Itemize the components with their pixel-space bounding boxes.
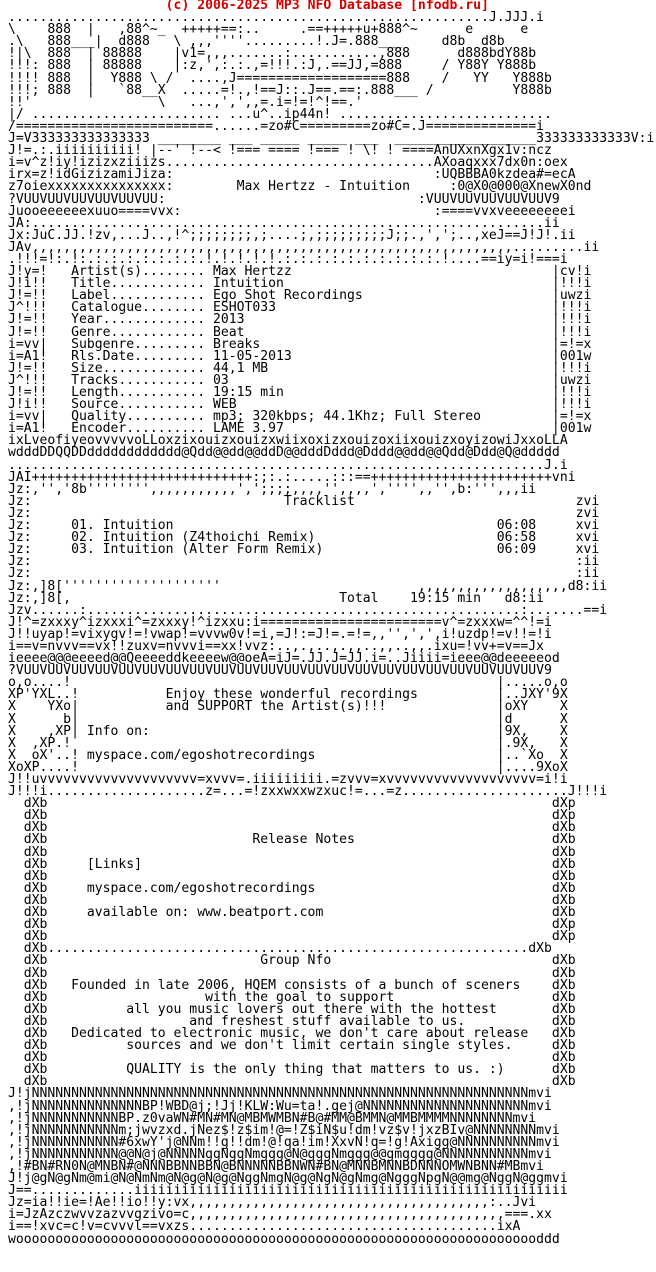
- nfo-line: X ,XP| Info on: |9X, X: [8, 723, 568, 739]
- nfo-line: z7oiexxxxxxxxxxxxxxx: Max Hertzz - Intuition :0@X0@000@XnewX0nd: [8, 179, 592, 195]
- nfo-line: J!=.:.iiiiiiiiii! |--' !--< !=== ==== !=== ! \! ! ====AnUXxnXgx1v:ncz: [8, 143, 552, 159]
- nfo-line: JAv,,,,,,,,,,,,,,,,,,,,,,,,,,,,,,,,,,,,,,,,,,,,,,,,,,,,,,,,,,,,,.........ii: [8, 239, 600, 255]
- nfo-line: !!!; 888 | `88__X .....=!.,!==J::.J==.==:.888___ / Y888b: [8, 82, 552, 98]
- nfo-line: i=JzAzczwvvzazvvgzivo=c,,,,,,,,,,,,,,,,,,,,,,,,,,,,,,,,,,,,,,,,===.xx: [8, 1207, 552, 1223]
- nfo-line: XP'YXL..! Enjoy these wonderful recordings |..JXY'9X: [8, 687, 568, 703]
- nfo-line: Jz=ia!!ie=!Ae!!io!!y:vx,,,,,,,,,,,,,,,,,,,,,,,,,,,,,,,,,,,,,,:..Jvi: [8, 1195, 537, 1211]
- nfo-line: .............................................................J.JJJ.i: [8, 10, 545, 26]
- nfo-line: dXb available on: www.beatport.com dXb: [8, 905, 576, 921]
- nfo-line: X YXo| and SUPPORT the Artist(s)!!! |oXY X: [8, 699, 568, 715]
- nfo-line: J!=!! Genre............ Beat |!!!i: [8, 324, 592, 340]
- nfo-line: Jz: 01. Intuition 06:08 xvi: [8, 518, 600, 534]
- nfo-line: i==v=nvvv==vx!!zuxv=nvvvi==xx!vvz:..,.,..,.,,..,,..,,.ixu=!vv+=v==Jx: [8, 638, 545, 654]
- nfo-line: Jz: 03. Intuition (Alter Form Remix) 06:09 xvi: [8, 542, 600, 558]
- nfo-line: dXb dXb: [8, 820, 576, 836]
- nfo-line: !!!! 888 | Y888 \ / ....,J===================888 / YY Y888b: [8, 70, 552, 86]
- nfo-line: J==.............iiiiiiiiiiiiiiiiiiiiiiiiiiiiiiiiiiiiiiiiiiiiiiiiiiiiiii: [8, 1183, 568, 1199]
- nfo-line: J!!uvvvvvvvvvvvvvvvvvvvv=xvvv=.iiiiiiiii.=zvvv=xvvvvvvvvvvvvvvvvvvv=i!i: [8, 772, 568, 787]
- nfo-line: Jx:JuC.JJ.!zv,...J..,!^;;;;;;;;,;....;,;;;;;;;;;J;;.,',';..,xeJ==J!J!.ii: [8, 227, 576, 243]
- nfo-line: J=V333333333333333 ________ ___ _____ _____ ___ __________________333333333333V:i: [8, 131, 655, 147]
- nfo-line: dXb dXb: [8, 1074, 576, 1090]
- nfo-line: o,o....! |.....o,o: [8, 675, 568, 691]
- nfo-line: J!=!! Size............. 44,1 MB |!!!i: [8, 360, 592, 376]
- nfo-line: !!' \ ...,',',,=.i=!=!^!==.': [8, 94, 521, 110]
- nfo-line: ,!jNNNNNNNNNNN@@N@j@NNNNNggNggNmggg@N@gggNmggg@@gmgggg@NNNNNNNNNNNmvi: [8, 1146, 552, 1162]
- nfo-line: |/ ........................ ...u^..ip44n! ...........................: [8, 106, 552, 122]
- nfo-line: JA:.................................................................ii: [8, 215, 560, 231]
- nfo-line: dXb Founded in late 2006, HQEM consists of a bunch of sceners dXb: [8, 977, 576, 993]
- nfo-line: dXb.............................................................dXb: [8, 941, 552, 957]
- nfo-line: wdddDDQQDDdddddddddddd@Qdd@@dd@@ddD@@dddDddd@Dddd@@dd@@Qdd@Ddd@Q@ddddd: [8, 445, 560, 461]
- nfo-line: J!!!i....................z=...=!zxxwxxwzxuc!=...=z.....................J!!!i: [8, 784, 608, 800]
- nfo-line: J!!uyap!=vixygv!=!vwap!=vvvw0v!=i,=J!:=J!=.=!=,,'',',',i!uzdp!=v!!=!i: [8, 626, 552, 642]
- nfo-line: dXb QUALITY is the only thing that matters to us. :) dXb: [8, 1062, 576, 1078]
- nfo-line: dXb Group Nfo dXb: [8, 953, 576, 969]
- nfo-line: dXb dXp: [8, 917, 576, 933]
- nfo-line: dXb dXb: [8, 1050, 576, 1066]
- nfo-line: ,!#BN#RN0N@MNBN#@NNNBBNNBBN@BNNNNNBBNWN#BN@MNNBMNNBDNNNOMWNBNN#MBmvi: [8, 1159, 545, 1174]
- nfo-line: dXb dXb: [8, 844, 576, 860]
- nfo-line: ixLveofiyeovvvvvoLLoxzixouizxouizxwiixoxizxouizoxiixouizxoyizowiJxxoLLA: [8, 433, 568, 449]
- nfo-line: ?VUUVUUVUUVUUVUUVUUVUUVUUVUUVUUVUUVUUVUUVUUVUUVUUVUUVUUVUUVUUVUUVUUV9: [8, 663, 552, 679]
- nfo-line: Jzv......:.......................................................:.......==i: [8, 602, 608, 618]
- nfo-line: dXb and freshest stuff available to us. dXb: [8, 1013, 576, 1029]
- nfo-line: i=vv| Quality.......... mp3; 320kbps; 44.1Khz; Full Stereo |=!=x: [8, 409, 592, 425]
- nfo-line: Juooeeeeeexuuo====vvx: :====vvxveeeeeeeei: [8, 203, 576, 219]
- nfo-line: J^!!! Tracks........... 03 |uwzi: [8, 372, 592, 388]
- nfo-line: Jz: :ii: [8, 566, 600, 582]
- nfo-line: i=vv| Subgenre......... Breaks |=!=x: [8, 336, 592, 352]
- nfo-line: J!=!! Year............. 2013 |!!!i: [8, 312, 592, 328]
- nfo-line: ?VUUVUUVUUVUUVUUVUU: :VUUVUUVUUVUUVUUV9: [8, 191, 560, 207]
- nfo-line: Jz: Tracklist zvi: [8, 493, 600, 509]
- nfo-line: \ 888 | ,88^~_ +++++==:.. .==+++++u+888^~ e e: [8, 22, 545, 38]
- nfo-line: dXb dXb: [8, 965, 576, 981]
- nfo-line: J!j@gN@gNm@mi@N@NmNm@N@g@N@g@NggNmgN@g@NgN@gNmg@NgggNpgN@@mg@NggN@ggmvi: [8, 1171, 568, 1187]
- nfo-line: J^!!! Catalogue........ ESHOT033 |!!!i: [8, 300, 592, 316]
- nfo-line: ,!jNNNNNNNNNNNm;jwvzxd.jNez$!z$im!@=!Z$iN$u!dm!vz$v!jxzBIv@NNNNNNNNmvi: [8, 1122, 560, 1138]
- nfo-line: dXb dXp: [8, 808, 576, 824]
- nfo-line: !|\ 888 | 88888 |v1=,,,.......:...........,888 d888bdY88b: [8, 46, 537, 62]
- nfo-line: ....................................................................J.i: [8, 457, 568, 473]
- nfo-line: i=v^z!iy!izizxziiizs..................................AXoaqxxx7dx0n:oex: [8, 155, 568, 171]
- nfo-line: dXb with the goal to support dXb: [8, 989, 576, 1005]
- nfo-line: dXb Release Notes dXb: [8, 832, 576, 848]
- nfo-line: ,!jNNNNNNNNNNNNNNBP!WBD@j;!Jj!KLW:Wu=ta!.gej@NNNNNNNNNNNNNNNNNNNNNmvi: [8, 1098, 552, 1114]
- nfo-line: dXb myspace.com/egoshotrecordings dXb: [8, 880, 576, 896]
- nfo-line: J!y=! Artist(s)........ Max Hertzz |cv!i: [8, 264, 592, 280]
- nfo-line: X ,XP.! |.9X, X: [8, 735, 568, 751]
- nfo-line: J!i!! Source........... WEB |!!!i: [8, 397, 592, 413]
- nfo-text: [8, 0, 654, 1246]
- nfo-line: ieeee@@@eeeed@@Qeeeeddkeeeew@@oeA=iJ=.JJ.J=JJ.i=..Jiiii=ieee@@deeeeeod: [8, 651, 560, 667]
- nfo-line: Jz:,]8['''''''''''''''''''' ,,,,,,,,,,,,,,,,,,,d8:ii: [8, 578, 608, 594]
- nfo-line: J!i!! Title............ Intuition |!!!i: [8, 276, 592, 292]
- nfo-line: .!!!=!:.!:.:.:.:.:.:.:.:.!.!.!.!.!.:.:.:.:.:.:.:.:.:.:.!....==iy=i!===i: [8, 251, 568, 267]
- nfo-line: Jz: :ii: [8, 554, 600, 570]
- nfo-line: dXb dXp: [8, 929, 576, 945]
- nfo-line: ,!jNNNNNNNNNNNBP.z0vaWN#MN#MN@MBMWMBN#B@#MM@BMMN@MMBMMMMNNNNNNNNmvi: [8, 1110, 537, 1126]
- nfo-line: X oX'..! myspace.com/egoshotrecordings |..`Xo X: [8, 747, 568, 763]
- nfo-line: dXb dXb: [8, 868, 576, 884]
- nfo-line: i=A1! Rls.Date......... 11-05-2013 |001w: [8, 348, 592, 364]
- nfo-line: dXb dXb: [8, 892, 576, 908]
- nfo-line: J!jNNNNNNNNNNNNNNNNNNNNNNNNNNNNNNNNNNNNNNNNNNNNNNNNNNNNNNNNNNNNNNNmvi: [8, 1086, 552, 1102]
- nfo-line: X b| |d X: [8, 711, 568, 727]
- nfo-line: .\ 888___| d888 \ ,,,''''.........!.J=.888___ d8b d8b: [8, 34, 513, 50]
- nfo-line: dXb sources and we don't limit certain single styles. dXb: [8, 1038, 576, 1054]
- nfo-line: ,!jNNNNNNNNNNN#6xwY'j@NNm!!g!!dm!@!qa!im!XxvN!q=!g!Axigg@NNNNNNNNNNmvi: [8, 1134, 560, 1150]
- nfo-line: J!=!! Length........... 19:15 min |!!!i: [8, 385, 592, 400]
- nfo-line: J!^=zxxxy^izxxxi^=zxxxy!^izxxu:i=======================v^=zxxxw=^^!=i: [8, 614, 552, 630]
- nfo-line: dXb [Links] dXb: [8, 856, 576, 872]
- nfo-line: Jz:,]8[, Total 19:15 min d8:ii: [8, 590, 545, 606]
- nfo-line: !!!: 888 | 88888 |:z,',:.:.,=!!!.:J,.==JJ,=888 / Y88Y Y888b: [8, 58, 537, 74]
- nfo-line: /=========================......=zo#C=========zo#C=.J==============i: [8, 118, 545, 134]
- nfo-line: dXb all you music lovers out there with the hottest dXb: [8, 1001, 576, 1017]
- nfo-line: wooooooooooooooooooooooooooooooooooooooooooooooooooooooooooooooooooddd: [8, 1231, 560, 1247]
- nfo-line: XoXP....! |....9XoX: [8, 759, 568, 775]
- nfo-line: J!=!! Label............ Ego Shot Recordings |uwzi: [8, 288, 592, 304]
- nfo-line: dXb Dedicated to electronic music, we don't care about release dXb: [8, 1025, 576, 1041]
- nfo-line: i=A1! Encoder.......... LAME 3.97 |001w: [8, 421, 592, 437]
- nfo-line: Jz: zvi: [8, 505, 600, 521]
- nfo-line: i==!xvc=c!v=cvvvl==vxzs.......................................ixA: [8, 1219, 521, 1235]
- nfo-line: Jz: 02. Intuition (Z4thoichi Remix) 06:58 xvi: [8, 530, 600, 546]
- nfo-line: Jz:,'','8b'''''''',,,,,,,,,,,',';;;;,,,,'',,,,','''',,'',b:''',,,ii: [8, 481, 537, 497]
- nfo-line: JAI++++++++++++++++++++++++++++:;:.:.....:::==+++++++++++++++++++++++vni: [8, 469, 576, 485]
- nfo-line: dXb dXp: [8, 796, 576, 812]
- nfo-line: irx=z!idGizizamiJiza: :UQBBBA0kzdea#=ecA: [8, 167, 576, 183]
- nfodb-header-link[interactable]: (c) 2006-2025 MP3 NFO Database [nfodb.ru]: [165, 0, 489, 13]
